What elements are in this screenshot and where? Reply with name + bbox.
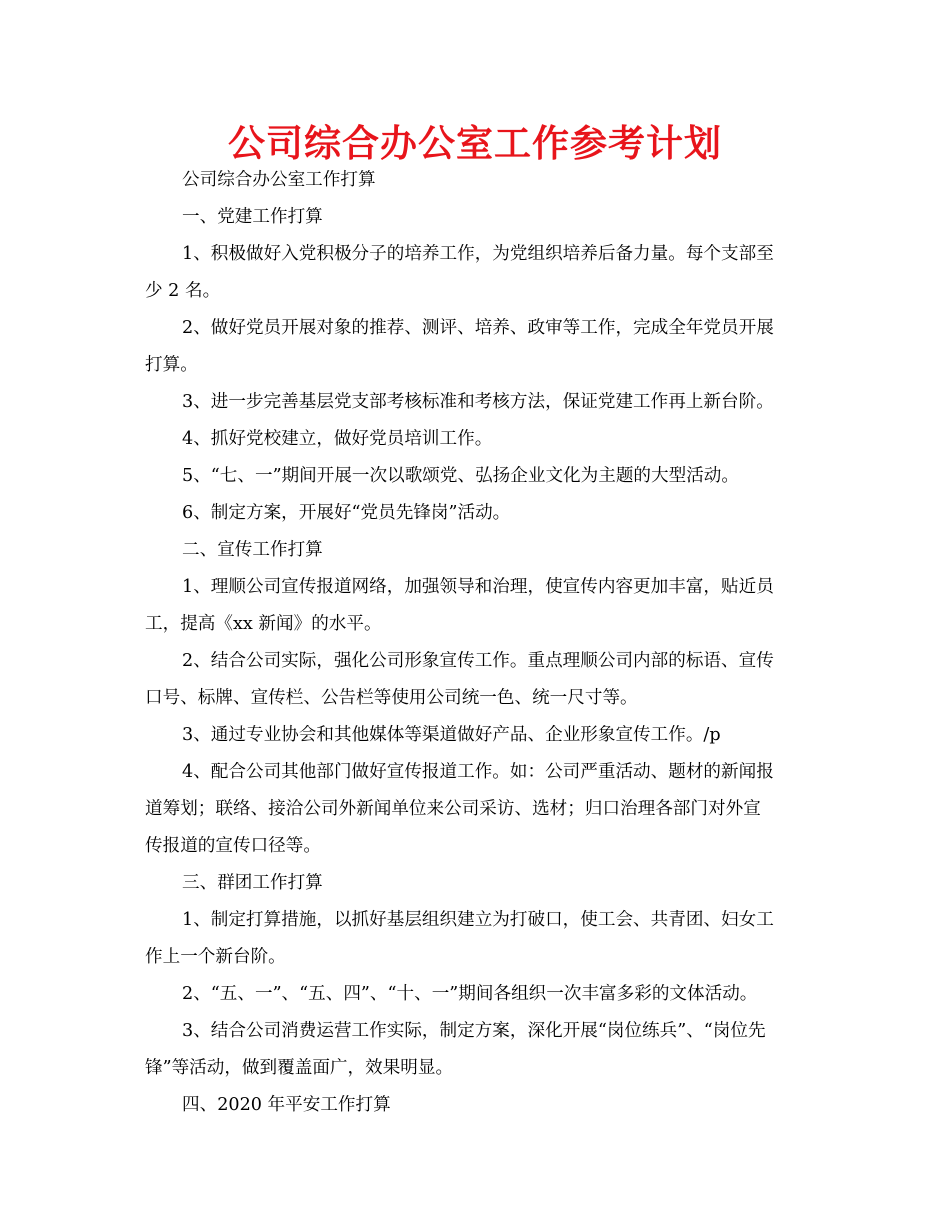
paragraph [145,1087,815,1124]
paragraph [145,532,815,569]
paragraph-line: 1、制定打算措施，以抓好基层组织建立为打破口，使工会、共青团、妇女工 [182,910,774,930]
paragraph-line: 2、做好党员开展对象的推荐、测评、培养、政审等工作，完成全年党员开展 [182,318,774,338]
paragraph [145,162,815,199]
paragraph-line: 公司综合办公室工作打算 [182,170,376,190]
paragraph-line: 5、“七、一”期间开展一次以歌颂党、弘扬企业文化为主题的大型活动。 [182,466,739,486]
paragraph-line: 少 2 名。 [145,281,221,301]
paragraph [145,569,815,643]
paragraph-line: 4、配合公司其他部门做好宣传报道工作。如：公司严重活动、题材的新闻报 [182,762,774,782]
paragraph-line: 三、群团工作打算 [182,873,323,893]
paragraph [145,976,815,1013]
paragraph-line: 传报道的宣传口径等。 [145,836,321,856]
paragraph [145,717,815,754]
paragraph-line: 1、积极做好入党积极分子的培养工作，为党组织培养后备力量。每个支部至 [182,244,774,264]
paragraph [145,643,815,717]
paragraph [145,236,815,310]
document-body [145,162,815,1124]
paragraph-line: 3、通过专业协会和其他媒体等渠道做好产品、企业形象宣传工作。/p [182,725,721,745]
paragraph-line: 打算。 [145,355,198,375]
paragraph-line: 锋”等活动，做到覆盖面广，效果明显。 [145,1058,454,1078]
paragraph-line: 一、党建工作打算 [182,207,323,227]
paragraph-line: 道筹划；联络、接洽公司外新闻单位来公司采访、选材；归口治理各部门对外宣 [145,799,761,819]
paragraph-line: 3、结合公司消费运营工作实际，制定方案，深化开展“岗位练兵”、“岗位先 [182,1021,766,1041]
paragraph-line: 4、抓好党校建立，做好党员培训工作。 [182,429,493,449]
paragraph [145,902,815,976]
paragraph-line: 工，提高《xx 新闻》的水平。 [145,614,382,634]
paragraph [145,495,815,532]
paragraph [145,865,815,902]
paragraph [145,754,815,865]
paragraph-line: 四、2020 年平安工作打算 [182,1095,391,1115]
paragraph-line: 6、制定方案，开展好“党员先锋岗”活动。 [182,503,511,523]
paragraph [145,458,815,495]
paragraph-line: 口号、标牌、宣传栏、公告栏等使用公司统一色、统一尺寸等。 [145,688,638,708]
paragraph [145,421,815,458]
paragraph [145,199,815,236]
document-title: 公司综合办公室工作参考计划 [228,122,722,165]
paragraph-line: 3、进一步完善基层党支部考核标准和考核方法，保证党建工作再上新台阶。 [182,392,774,412]
paragraph-line: 二、宣传工作打算 [182,540,323,560]
paragraph [145,384,815,421]
paragraph-line: 2、“五、一”、“五、四”、“十、一”期间各组织一次丰富多彩的文体活动。 [182,984,758,1004]
paragraph-line: 1、理顺公司宣传报道网络，加强领导和治理，使宣传内容更加丰富，贴近员 [182,577,774,597]
paragraph [145,1013,815,1087]
paragraph-line: 作上一个新台阶。 [145,947,286,967]
paragraph [145,310,815,384]
paragraph-line: 2、结合公司实际，强化公司形象宣传工作。重点理顺公司内部的标语、宣传 [182,651,774,671]
